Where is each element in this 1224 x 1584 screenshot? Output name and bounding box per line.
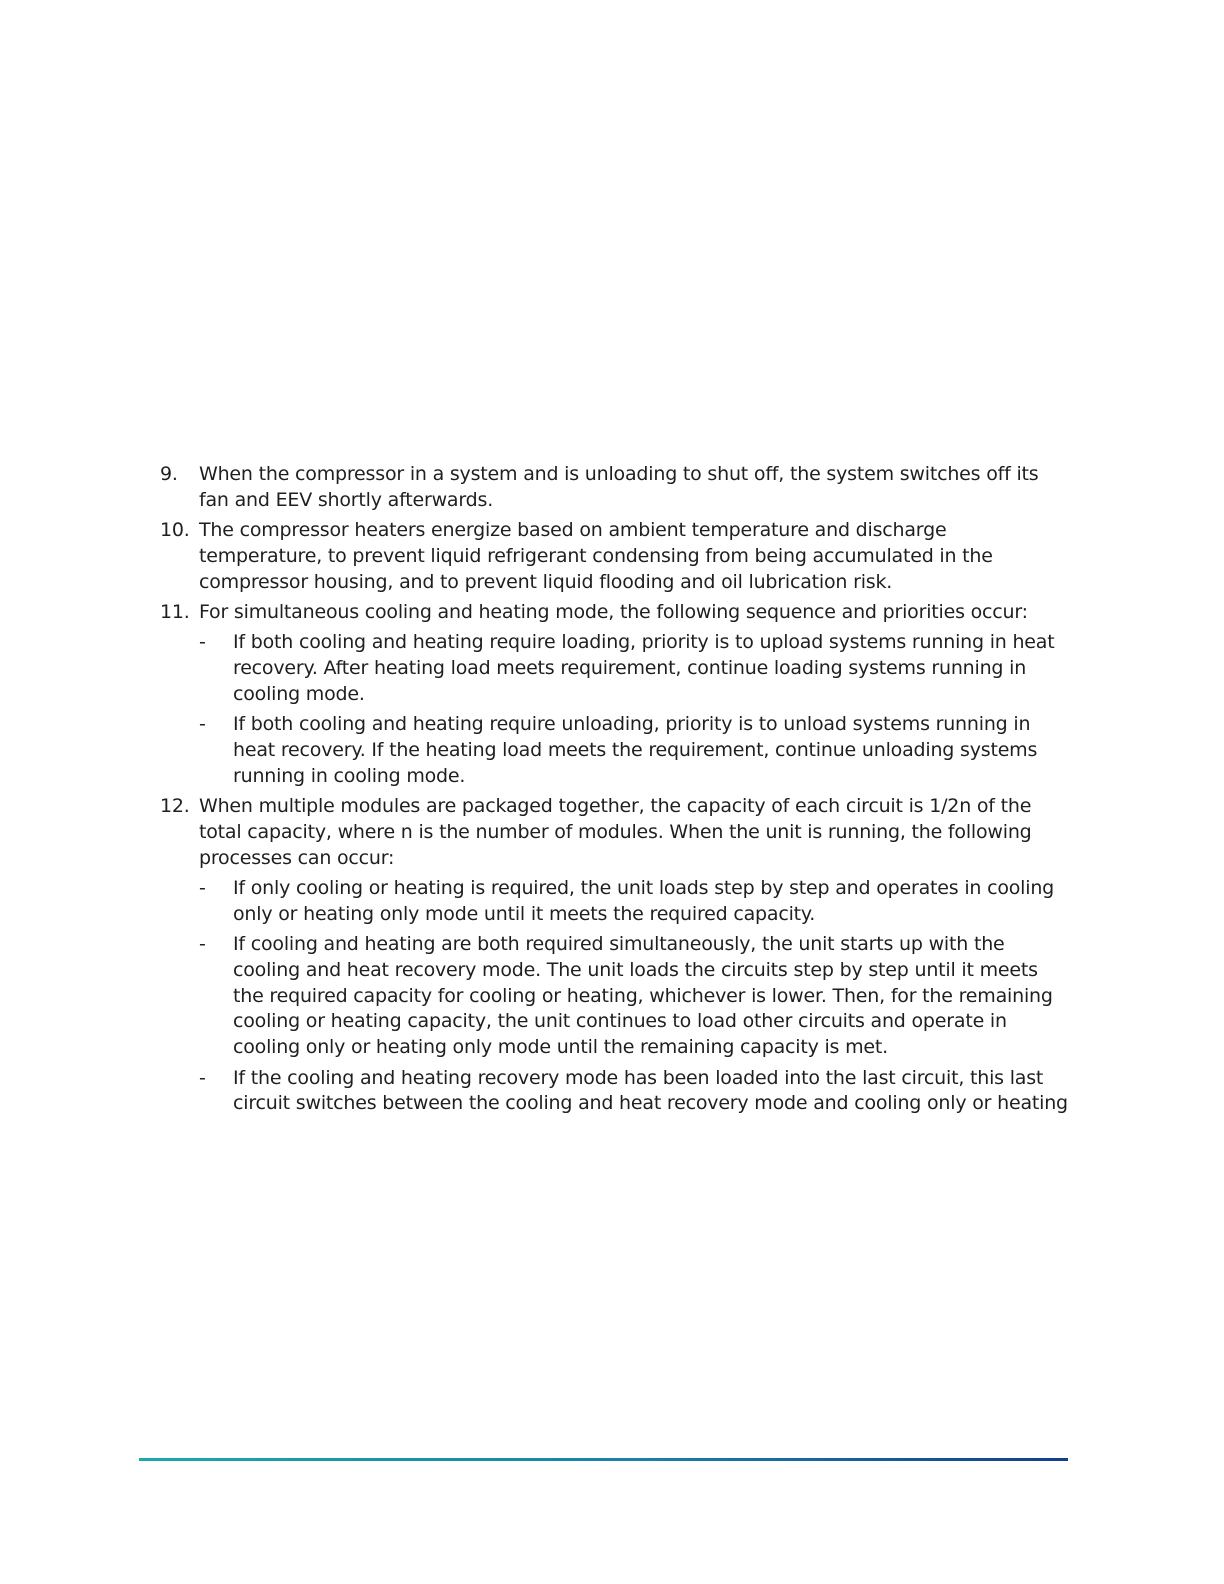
footer-divider xyxy=(139,1458,1068,1461)
list-number: 11. xyxy=(160,600,190,623)
document-body xyxy=(160,462,1068,1122)
list-number: 10. xyxy=(160,519,190,542)
list-item-9 xyxy=(160,462,1068,514)
sub-item xyxy=(199,932,1068,1061)
sub-item-dash: - xyxy=(199,876,206,899)
sub-item xyxy=(199,876,1068,928)
list-text: For simultaneous cooling and heating mode, the following sequence and priorities occur: xyxy=(199,600,1028,623)
sub-item-dash: - xyxy=(199,631,206,654)
list-item-body xyxy=(199,600,1068,790)
list-text: The compressor heaters energize based on ambient temperature and discharge temperature, to prevent liquid refrigerant condensing from being accumulated in the compressor housing, and to prevent liquid flooding and oil lubrication risk. xyxy=(199,519,993,593)
sub-item-dash: - xyxy=(199,1066,206,1089)
sub-item-text: If the cooling and heating recovery mode has been loaded into the last circuit, this last circuit switches between the cooling and heat recovery mode and cooling only or heating xyxy=(233,1066,1068,1115)
sub-item-text: If only cooling or heating is required, the unit loads step by step and operates in cooling only or heating only mode until it meets the required capacity. xyxy=(233,876,1055,925)
sub-item-text: If both cooling and heating require loading, priority is to upload systems running in heat recovery. After heating load meets requirement, continue loading systems running in cooling mode. xyxy=(233,631,1055,705)
list-item-body xyxy=(199,794,1068,1117)
list-number: 12. xyxy=(160,795,190,818)
list-text: When multiple modules are packaged together, the capacity of each circuit is 1/2n of the total capacity, where n is the number of modules. When the unit is running, the following processes can occur: xyxy=(199,795,1032,869)
sub-item-text: If both cooling and heating require unloading, priority is to unload systems running in heat recovery. If the heating load meets the requirement, continue unloading systems running in cooling mode. xyxy=(233,713,1038,787)
list-item-12 xyxy=(160,794,1068,1117)
list-item-11 xyxy=(160,600,1068,790)
list-item-10 xyxy=(160,518,1068,595)
sub-item xyxy=(199,1066,1068,1118)
sub-item xyxy=(199,712,1068,789)
list-item-body xyxy=(199,462,1068,514)
list-number: 9. xyxy=(160,463,178,485)
sub-item-dash: - xyxy=(199,713,206,736)
sub-item-dash: - xyxy=(199,933,206,956)
sub-item-text: If cooling and heating are both required simultaneously, the unit starts up with the cooling and heat recovery mode. The unit loads the circuits step by step until it meets the required capacity for cooling or heating, whichever is lower. Then, for the remaining cooling or heating capacity, the unit continues to load other circuits and operate in cooling only or heating only mode until the remaining capacity is met. xyxy=(233,933,1053,1059)
list-item-body xyxy=(199,518,1068,595)
sub-item xyxy=(199,630,1068,707)
list-text: When the compressor in a system and is unloading to shut off, the system switches off its fan and EEV shortly afterwards. xyxy=(199,463,1039,511)
